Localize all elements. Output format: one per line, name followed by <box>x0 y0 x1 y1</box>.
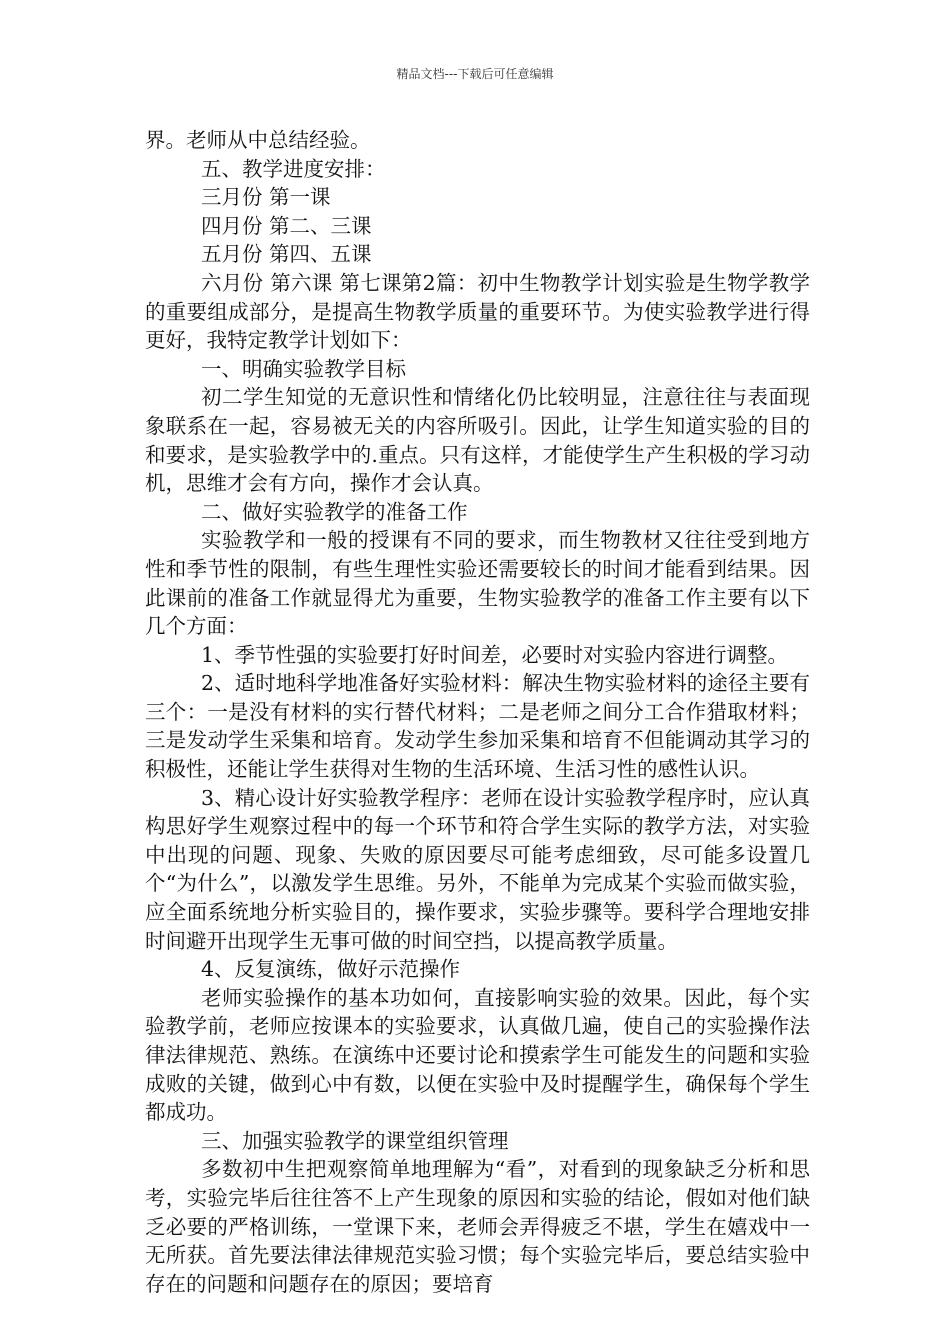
section-heading-management: 三、加强实验教学的课堂组织管理 <box>201 1128 509 1153</box>
schedule-item-march: 三月份 第一课 <box>201 185 331 210</box>
list-item-1: 1、季节性强的实验要打好时间差，必要时对实验内容进行调整。 <box>201 642 789 667</box>
document-body <box>145 126 810 1298</box>
schedule-item-april: 四月份 第二、三课 <box>201 213 372 238</box>
section-heading-preparation: 二、做好实验教学的准备工作 <box>201 499 468 524</box>
paragraph-preparation: 实验教学和一般的授课有不同的要求，而生物教材又往往受到地方性和季节性的限制，有些生理性实验还需要较长的时间才能看到结果。因此课前的准备工作就显得尤为重要，生物实验教学的准备工作主要有以下几个方面： <box>145 528 810 639</box>
section-heading-schedule: 五、教学进度安排： <box>201 156 386 181</box>
paragraph-management: 多数初中生把观察简单地理解为“看”，对看到的现象缺乏分析和思考，实验完毕后往往答不上产生现象的原因和实验的结论，假如对他们缺乏必要的严格训练，一堂课下来，老师会弄得疲乏不堪，学生在嬉戏中一无所获。首先要法律法律规范实验习惯；每个实验完毕后，要总结实验中存在的问题和问题存在的原因；要培育 <box>145 1157 810 1296</box>
list-item-2: 2、适时地科学地准备好实验材料：解决生物实验材料的途径主要有三个：一是没有材料的实行替代材料；二是老师之间分工合作猎取材料；三是发动学生采集和培育。发动学生参加采集和培育不但能调动其学习的积极性，还能让学生获得对生物的生活环境、生活习性的感性认识。 <box>145 671 810 782</box>
paragraph-june-and-plan-intro: 六月份 第六课 第七课第2篇：初中生物教学计划实验是生物学教学的重要组成部分，是提高生物教学质量的重要环节。为使实验教学进行得更好，我特定教学计划如下： <box>145 270 810 353</box>
list-item-3: 3、精心设计好实验教学程序：老师在设计实验教学程序时，应认真构思好学生观察过程中的每一个环节和符合学生实际的教学方法，对实验中出现的问题、现象、失败的原因要尽可能考虑细致，尽可能多设置几个“为什么”，以激发学生思维。另外，不能单为完成某个实验而做实验，应全面系统地分析实验目的，操作要求，实验步骤等。要科学合理地安排时间避开出现学生无事可做的时间空挡，以提高教学质量。 <box>145 785 810 953</box>
page-header: 精品文档---下载后可任意编辑 <box>396 67 554 81</box>
paragraph-continuation: 界。老师从中总结经验。 <box>145 128 371 152</box>
paragraph-goals: 初二学生知觉的无意识性和情绪化仍比较明显，注意往往与表面现象联系在一起，容易被无关的内容所吸引。因此，让学生知道实验的目的和要求，是实验教学中的.重点。只有这样，才能使学生产生积极的学习动机，思维才会有方向，操作才会认真。 <box>145 385 810 496</box>
section-heading-goals: 一、明确实验教学目标 <box>201 356 406 381</box>
list-item-4: 4、反复演练，做好示范操作 <box>201 957 461 982</box>
paragraph-demonstration: 老师实验操作的基本功如何，直接影响实验的效果。因此，每个实验教学前，老师应按课本的实验要求，认真做几遍，使自己的实验操作法律法律规范、熟练。在演练中还要讨论和摸索学生可能发生的问题和实验成败的关键，做到心中有数，以便在实验中及时提醒学生，确保每个学生都成功。 <box>145 985 810 1125</box>
schedule-item-may: 五月份 第四、五课 <box>201 242 372 267</box>
